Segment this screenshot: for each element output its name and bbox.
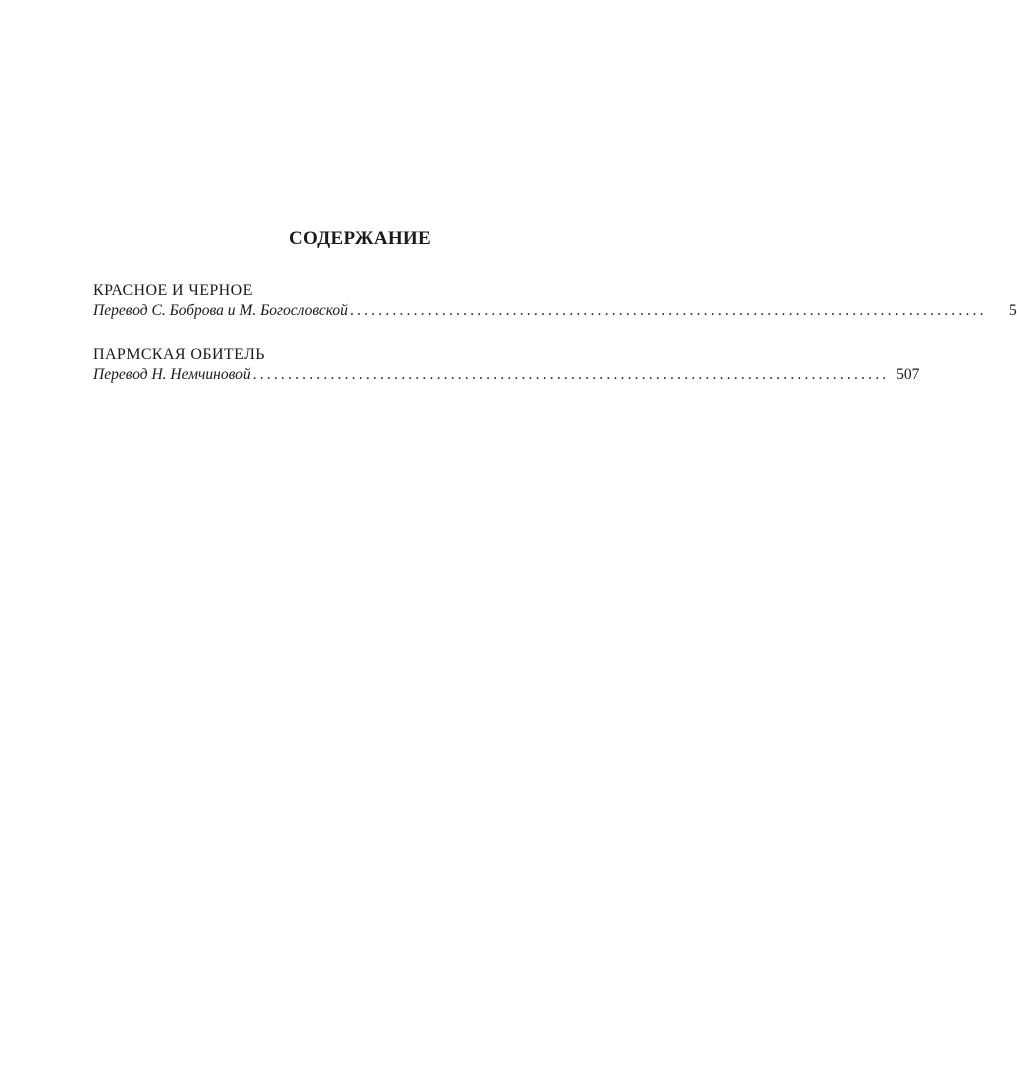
toc-line <box>93 301 1017 321</box>
toc-entry-1[interactable] <box>93 281 1017 321</box>
toc-entry-2[interactable] <box>93 345 920 385</box>
translator-credit: Перевод Н. Немчиновой <box>93 366 251 383</box>
table-of-contents <box>93 281 1017 409</box>
dot-leader: .......................................................................................... <box>252 366 890 383</box>
work-title: ПАРМСКАЯ ОБИТЕЛЬ <box>93 346 265 363</box>
toc-heading: СОДЕРЖАНИЕ <box>289 228 431 249</box>
work-title: КРАСНОЕ И ЧЕРНОЕ <box>93 282 253 299</box>
toc-line <box>93 365 920 385</box>
translator-credit: Перевод С. Боброва и М. Богословской <box>93 302 348 319</box>
page-number: 5 <box>1008 302 1017 319</box>
page-number: 507 <box>896 366 920 383</box>
dot-leader: .......................................................................................... <box>349 302 987 319</box>
